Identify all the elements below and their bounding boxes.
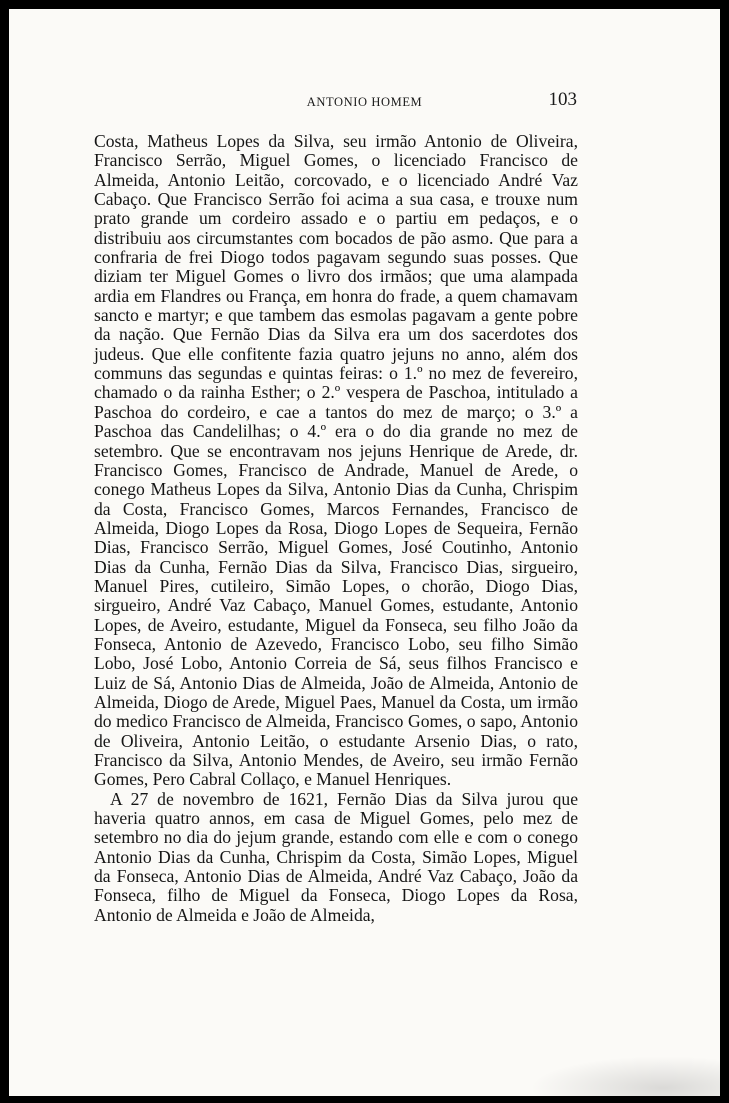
page-number: 103 (548, 89, 577, 110)
page-header (9, 89, 720, 113)
body-text (94, 132, 578, 925)
running-title: ANTONIO HOMEM (306, 95, 423, 109)
paper-stain (530, 1056, 720, 1096)
book-page (9, 9, 720, 1096)
paragraph-november-27: A 27 de novembro de 1621, Fernão Dias da Silva jurou que haveria quatro annos, em casa de Miguel Gomes, pelo mez de setembro no dia do jejum grande, estando com elle e com o conego Antonio Dias da Cunha, Chrispim da Costa, Simão Lopes, Miguel da Fonseca, Antonio Dias de Almeida, André Vaz Cabaço, João da Fonseca, filho de Miguel da Fonseca, Diogo Lopes da Rosa, Antonio de Almeida e João de Almeida, (94, 788, 578, 925)
paragraph-continuation: Costa, Matheus Lopes da Silva, seu irmão Antonio de Oliveira, Francisco Serrão, Miguel Gomes, o licenciado Francisco de Almeida, Antonio Leitão, corcovado, e o licenciado André Vaz Cabaço. Que Francisco Serrão foi acima a sua casa, e trouxe num prato grande um cordeiro assado e o partiu em pedaços, e o distribuiu aos circumstantes com bocados de pão asmo. Que para a confraria de frei Diogo todos pagavam segundo suas posses. Que diziam ter Miguel Gomes o livro dos irmãos; que uma alampada ardia em Flandres ou França, em honra do frade, a quem chamavam sancto e martyr; e que tambem das esmolas pagavam a gente pobre da nação. Que Fernão Dias da Silva era um dos sacerdotes dos judeus. Que elle confitente fazia quatro jejuns no anno, além dos communs das segundas e quintas feiras: o 1.º no mez de fevereiro, chamado o da rainha Esther; o 2.º vespera de Paschoa, intitulado a Paschoa do cordeiro, e cae a tantos do mez de março; o 3.º a Paschoa das Candelilhas; o 4.º era o do dia grande no mez de setembro. Que se encontravam nos jejuns Henrique de Arede, dr. Francisco Gomes, Francisco de Andrade, Manuel de Arede, o conego Matheus Lopes da Silva, Antonio Dias da Cunha, Chrispim da Costa, Francisco Gomes, Marcos Fernandes, Francisco de Almeida, Diogo Lopes da Rosa, Diogo Lopes de Sequeira, Fernão Dias, Francisco Serrão, Miguel Gomes, José Coutinho, Antonio Dias da Cunha, Fernão Dias da Silva, Francisco Dias, sirgueiro, Manuel Pires, cutileiro, Simão Lopes, o chorão, Diogo Dias, sirgueiro, André Vaz Cabaço, Manuel Gomes, estudante, Antonio Lopes, de Aveiro, estudante, Miguel da Fonseca, seu filho João da Fonseca, Antonio de Azevedo, Francisco Lobo, seu filho Simão Lobo, José Lobo, Antonio Correia de Sá, seus filhos Francisco e Luiz de Sá, Antonio Dias de Almeida, João de Almeida, Antonio de Almeida, Diogo de Arede, Miguel Paes, Manuel da Costa, um irmão do medico Francisco de Almeida, Francisco Gomes, o sapo, Antonio de Oliveira, Antonio Leitão, o estudante Arsenio Dias, o rato, Francisco da Silva, Antonio Mendes, de Aveiro, seu irmão Fernão Gomes, Pero Cabral Collaço, e Manuel Henriques. (94, 131, 578, 790)
